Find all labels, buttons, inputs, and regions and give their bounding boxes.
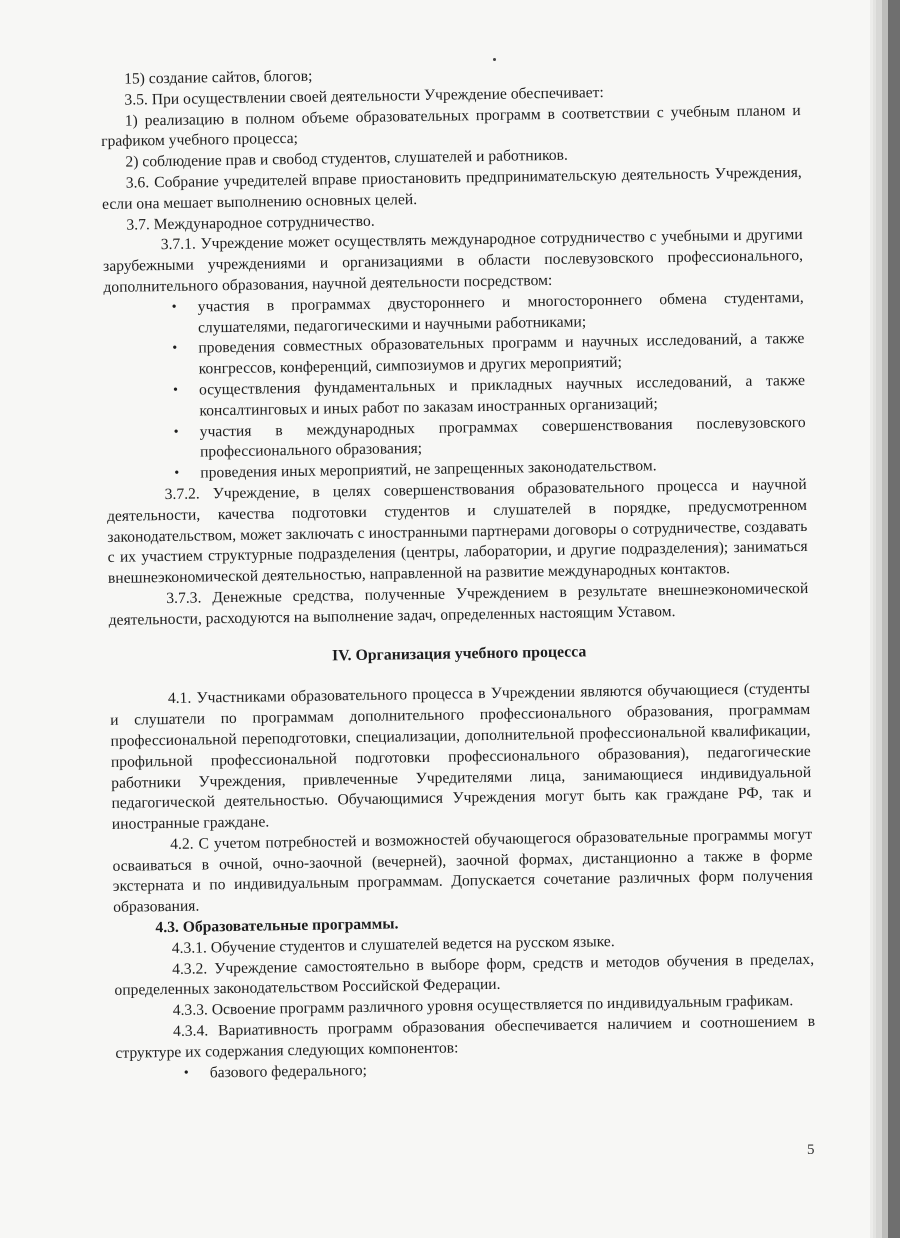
para-4-3-4: 4.3.4. Вариативность программ образования обеспечивается наличием и соотношением в структуре их содержания следующих компонентов: — [115, 1012, 816, 1062]
para-3-7-2: 3.7.2. Учреждение, в целях совершенствования образовательного процесса и научной деятельности, качества подготовки студентов и слушателей в порядке, предусмотренном законодательством, может заключать с иностранными партнерами договоры о сотрудничестве, создавать с их участием структурные подразделения (центры, лаборатории, и другие подразделения); заниматься внешнеэкономической деятельностью, направленной на развитие международных контактов. — [106, 475, 808, 588]
para-3-7-1: 3.7.1. Учреждение может осуществлять международное сотрудничество с учебными и другими зарубежными учреждениями и организациями в области послевузовского профессионального, дополнительного образования, научной деятельности посредством: — [102, 226, 804, 296]
cooperation-list — [104, 288, 807, 486]
list-item: • базового федерального; — [210, 1054, 816, 1084]
para-3-7: 3.7. Международное сотрудничество. — [126, 212, 375, 234]
para-3-5: 3.5. При осуществлении своей деятельности Учреждение обеспечивает: — [124, 83, 604, 109]
scan-speck — [493, 58, 496, 61]
list-item: • участия в программах двустороннего и многостороннего обмена студентами, слушателями, педагогическими и научными работниками; — [198, 288, 805, 339]
list-item: • участия в международных программах совершенствования послевузовского профессионального образования; — [200, 413, 807, 464]
page-stack-edge — [873, 0, 876, 1238]
para-4-3-2: 4.3.2. Учреждение самостоятельно в выборе форм, средств и методов обучения в пределах, определенных законодательством Российской Федерации. — [114, 950, 815, 1000]
para-4-2: 4.2. С учетом потребностей и возможностей обучающегося образовательные программы могут осваиваться в очной, очно-заочной (вечерней), заочной формах, дистанционно а также в форме экстерната и по индивидуальным программам. Допускается сочетание различных форм получения образования. — [112, 825, 813, 917]
section-heading: IV. Организация учебного процесса — [331, 642, 587, 664]
subheading-4-3: 4.3. Образовательные программы. — [155, 915, 399, 937]
para-3-5-2: 2) соблюдение прав и свобод студентов, слушателей и работников. — [125, 146, 569, 171]
para-4-3-1: 4.3.1. Обучение студентов и слушателей ведется на русском языке. — [171, 932, 615, 957]
page-number: 5 — [807, 1142, 815, 1158]
para-4-3-3: 4.3.3. Освоение программ различного уровня осуществляется по индивидуальным графикам. — [172, 992, 794, 1020]
para-3-7-3: 3.7.3. Денежные средства, полученные Учреждением в результате внешнеэкономической деятельности, расходуются на выполнение задач, определенных настоящим Уставом. — [108, 579, 809, 629]
para-3-6: 3.6. Собрание учредителей вправе приостановить предпринимательскую деятельность Учреждения, если она мешает выполнению основных целей. — [101, 163, 802, 213]
item-15: 15) создание сайтов, блогов; — [124, 67, 313, 88]
page-body — [100, 59, 816, 1085]
list-item: • проведения совместных образовательных программ и научных исследований, а также конгрессов, конференций, симпозиумов и других мероприятий; — [198, 329, 805, 380]
list-item: • проведения иных мероприятий, не запрещенных законодательством. — [200, 454, 806, 484]
list-item: • осуществления фундаментальных и прикладных научных исследований, а также консалтинговых и иных работ по заказам иностранных организаций; — [199, 371, 806, 422]
para-4-1: 4.1. Участниками образовательного процесса в Учреждении являются обучающиеся (студенты и слушатели по программам дополнительного профессионального образования, программам профессиональной переподготовки, специализации, дополнительной профессиональной квалификации, профильной профессиональной подготовки профессионального образования), педагогические работники Учреждения, привлеченные Учредителями лица, занимающиеся индивидуальной педагогической деятельностью. Обучающимися Учреждения могут быть как граждане РФ, так и иностранные граждане. — [110, 680, 812, 833]
para-3-5-1: 1) реализацию в полном объеме образовательных программ в соответствии с учебным планом и графиком учебного процесса; — [100, 101, 801, 151]
